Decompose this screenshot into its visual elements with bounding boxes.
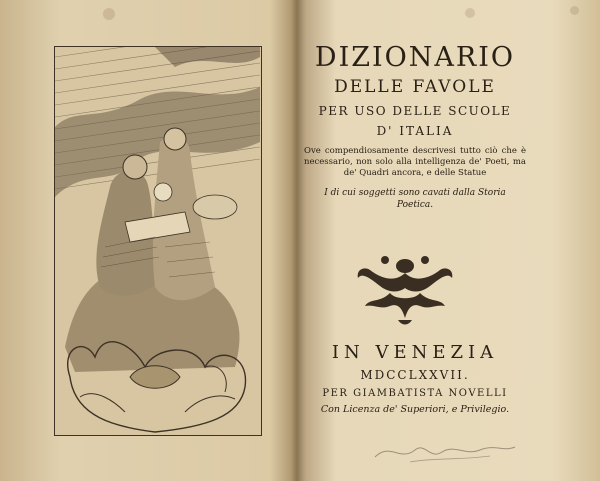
paper-stain (465, 8, 475, 18)
imprint-city: IN VENEZIA (331, 342, 499, 363)
paper-stain (103, 8, 115, 20)
imprint-block (300, 342, 530, 417)
title-block (300, 40, 530, 211)
paper-stain (570, 6, 579, 15)
frontispiece-engraving (54, 46, 262, 436)
subjects-text: I di cui soggetti sono cavati dalla Storia Poetica. (324, 188, 506, 210)
description-text: Ove compendiosamente descrivesi tutto ciò che è necessario, non solo alla intelligenza de' Poeti, ma de' Quadri ancora, e delle Statue (304, 146, 526, 178)
engraving-illustration (55, 47, 260, 434)
imprint-year: MDCCLXXVII. (360, 368, 470, 382)
imprint-printer: PER GIAMBATISTA NOVELLI (322, 388, 508, 399)
title-line-dizionario: DIZIONARIO (314, 42, 516, 73)
imprint-license: Con Licenza de' Superiori, e Privilegio. (320, 404, 510, 415)
printer-ornament (350, 248, 460, 328)
title-line-favole: DELLE FAVOLE (334, 77, 496, 97)
handwritten-signature (370, 432, 520, 468)
title-line-scuole: PER USO DELLE SCUOLE (318, 104, 512, 118)
title-line-italia: D' ITALIA (376, 124, 454, 138)
